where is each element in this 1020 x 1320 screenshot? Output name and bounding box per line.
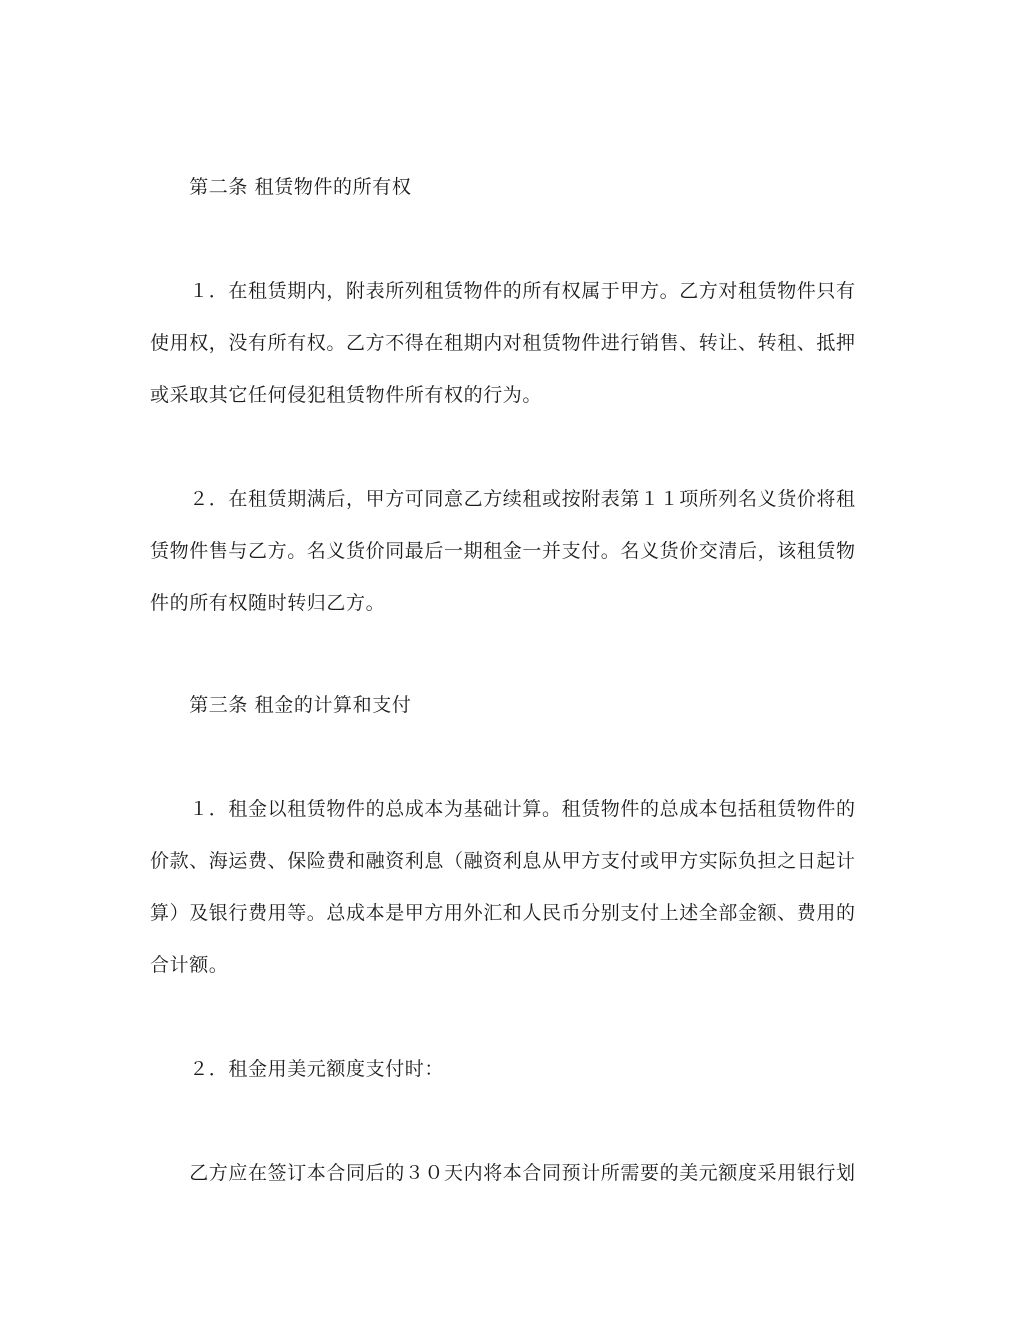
- article-2-clause-1-line-2: 使用权，没有所有权。乙方不得在租期内对租赁物件进行销售、转让、转租、抵押: [150, 332, 856, 354]
- article-2-heading: 第二条 租赁物件的所有权: [150, 176, 412, 198]
- article-3-clause-1-line-3: 算）及银行费用等。总成本是甲方用外汇和人民币分别支付上述全部金额、费用的: [150, 902, 856, 924]
- article-3-clause-2-heading: ２．租金用美元额度支付时：: [150, 1058, 445, 1080]
- article-3-clause-1-line-2: 价款、海运费、保险费和融资利息（融资利息从甲方支付或甲方实际负担之日起计: [150, 850, 856, 872]
- article-3-clause-1-line-4: 合计额。: [150, 954, 229, 976]
- article-2-clause-2-line-1: ２．在租赁期满后，甲方可同意乙方续租或按附表第１１项所列名义货价将租: [150, 488, 856, 510]
- article-3-heading: 第三条 租金的计算和支付: [150, 694, 412, 716]
- article-2-clause-1-line-1: １．在租赁期内，附表所列租赁物件的所有权属于甲方。乙方对租赁物件只有: [150, 280, 856, 302]
- article-2-clause-1-line-3: 或采取其它任何侵犯租赁物件所有权的行为。: [150, 384, 543, 406]
- article-2-clause-2-line-3: 件的所有权随时转归乙方。: [150, 592, 386, 614]
- article-3-clause-2-line-1: 乙方应在签订本合同后的３０天内将本合同预计所需要的美元额度采用银行划: [150, 1162, 856, 1184]
- article-2-clause-2-line-2: 赁物件售与乙方。名义货价同最后一期租金一并支付。名义货价交清后，该租赁物: [150, 540, 856, 562]
- article-3-clause-1-line-1: １．租金以租赁物件的总成本为基础计算。租赁物件的总成本包括租赁物件的: [150, 798, 856, 820]
